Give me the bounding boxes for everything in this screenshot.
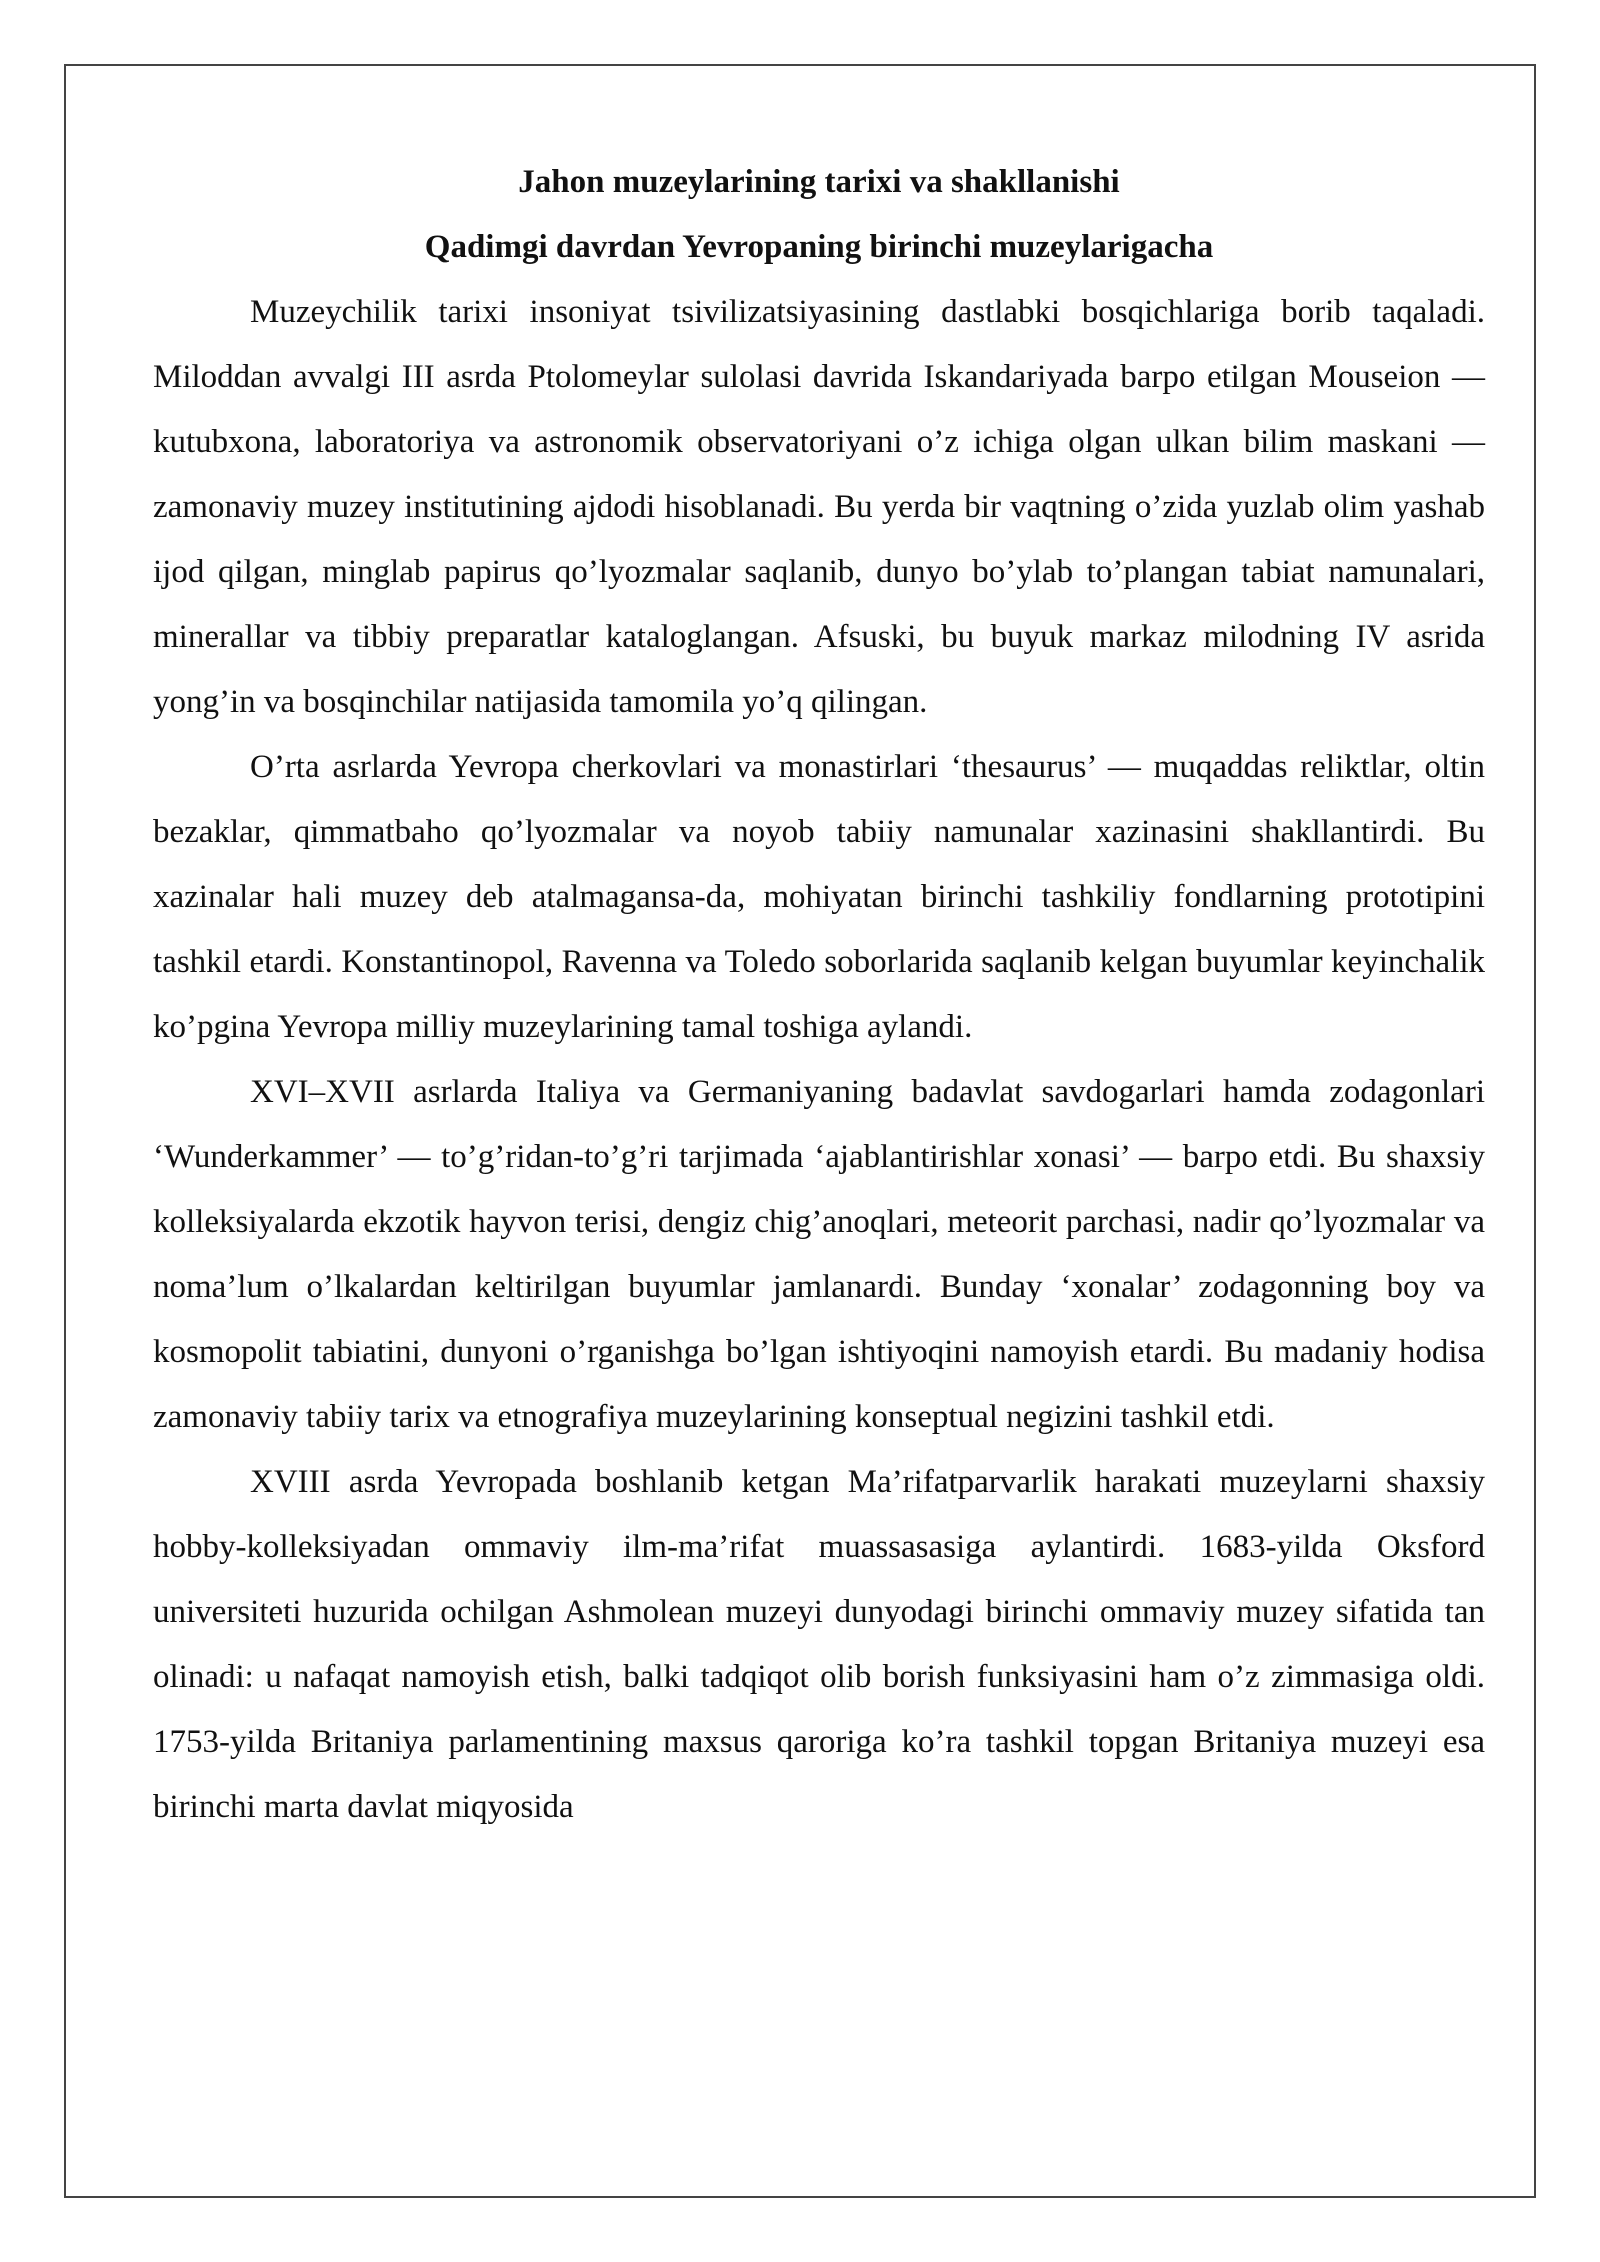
document-body bbox=[153, 150, 1485, 1840]
paragraph: XVI–XVII asrlarda Italiya va Germaniyaning badavlat savdogarlari hamda zodagonlari ‘Wunderkammer’ — to’g’ridan-to’g’ri tarjimada ‘ajablantirishlar xonasi’ — barpo etdi. Bu shaxsiy kolleksiyalarda ekzotik hayvon terisi, dengiz chig’anoqlari, meteorit parchasi, nadir qo’lyozmalar va noma’lum o’lkalardan keltirilgan buyumlar jamlanardi. Bunday ‘xonalar’ zodagonning boy va kosmopolit tabiatini, dunyoni o’rganishga bo’lgan ishtiyoqini namoyish etardi. Bu madaniy hodisa zamonaviy tabiiy tarix va etnografiya muzeylarining konseptual negizini tashkil etdi. bbox=[153, 1074, 1485, 1435]
document-title: Jahon muzeylarining tarixi va shakllanishi bbox=[518, 164, 1120, 200]
document-subtitle: Qadimgi davrdan Yevropaning birinchi muzeylarigacha bbox=[424, 229, 1214, 265]
paragraph: XVIII asrda Yevropada boshlanib ketgan Ma’rifatparvarlik harakati muzeylarni shaxsiy hobby-kolleksiyadan ommaviy ilm-ma’rifat muassasasiga aylantirdi. 1683-yilda Oksford universiteti huzurida ochilgan Ashmolean muzeyi dunyodagi birinchi ommaviy muzey sifatida tan olinadi: u nafaqat namoyish etish, balki tadqiqot olib borish funksiyasini ham o’z zimmasiga oldi. 1753-yilda Britaniya parlamentining maxsus qaroriga ko’ra tashkil topgan Britaniya muzeyi esa birinchi marta davlat miqyosida bbox=[153, 1464, 1485, 1825]
paragraph: O’rta asrlarda Yevropa cherkovlari va monastirlari ‘thesaurus’ — muqaddas reliktlar, oltin bezaklar, qimmatbaho qo’lyozmalar va noyob tabiiy namunalar xazinasini shakllantirdi. Bu xazinalar hali muzey deb atalmagansa-da, mohiyatan birinchi tashkiliy fondlarning prototipini tashkil etardi. Konstantinopol, Ravenna va Toledo soborlarida saqlanib kelgan buyumlar keyinchalik ko’pgina Yevropa milliy muzeylarining tamal toshiga aylandi. bbox=[153, 749, 1485, 1045]
paragraph: Muzeychilik tarixi insoniyat tsivilizatsiyasining dastlabki bosqichlariga borib taqaladi. Miloddan avvalgi III asrda Ptolomeylar sulolasi davrida Iskandariyada barpo etilgan Mouseion — kutubxona, laboratoriya va astronomik observatoriyani o’z ichiga olgan ulkan bilim maskani — zamonaviy muzey institutining ajdodi hisoblanadi. Bu yerda bir vaqtning o’zida yuzlab olim yashab ijod qilgan, minglab papirus qo’lyozmalar saqlanib, dunyo bo’ylab to’plangan tabiat namunalari, minerallar va tibbiy preparatlar kataloglangan. Afsuski, bu buyuk markaz milodning IV asrida yong’in va bosqinchilar natijasida tamomila yo’q qilingan. bbox=[153, 294, 1485, 720]
